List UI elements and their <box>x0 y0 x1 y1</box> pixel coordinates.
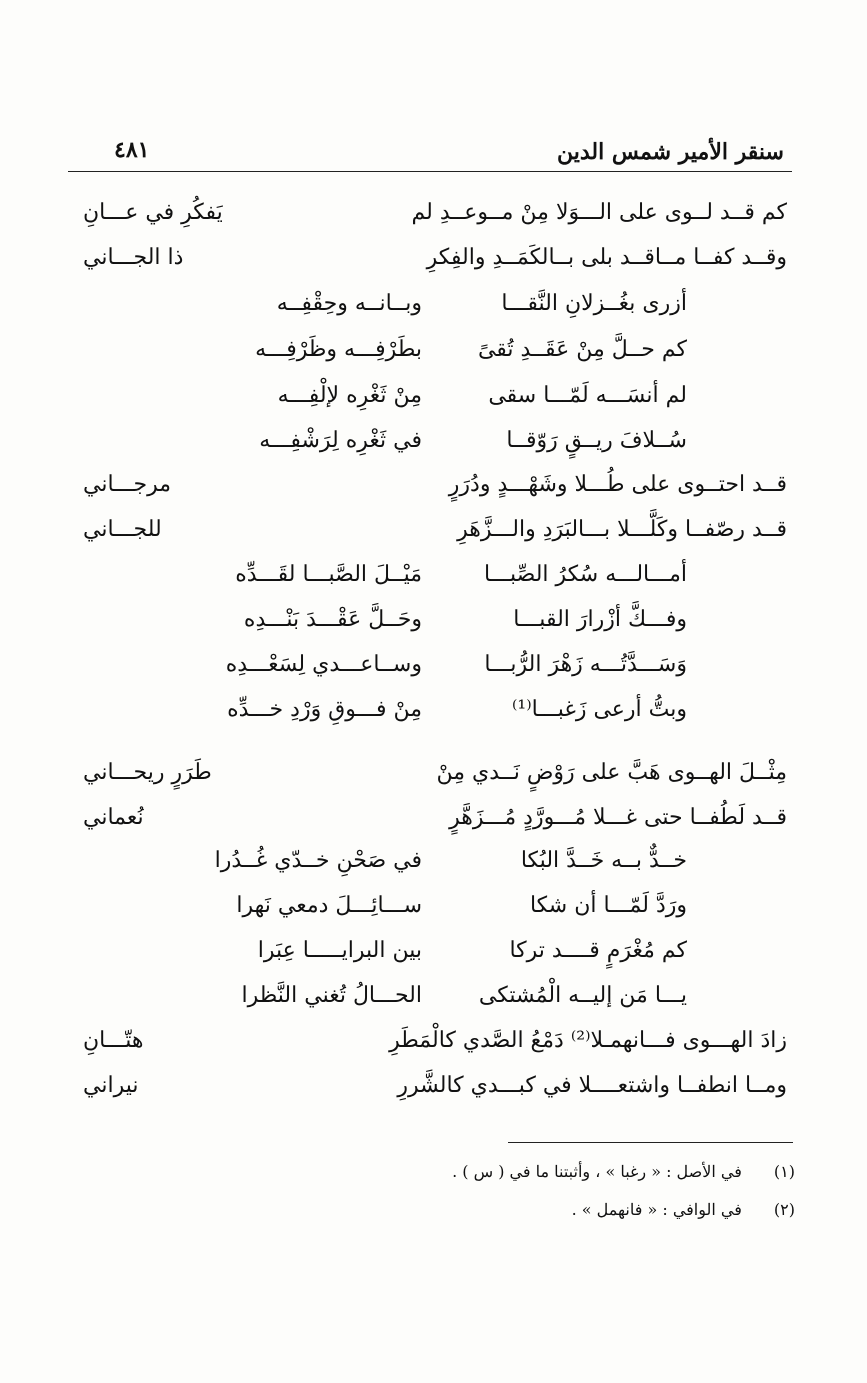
hemistich-first: لم أنسَـــه لَمّـــا سقى <box>488 383 687 408</box>
verse-line <box>83 1073 787 1098</box>
verse-line <box>215 848 687 873</box>
hemistich-second: مِنْ ثَغْرِه لإلْفِـــه <box>277 383 422 408</box>
verse-line <box>83 245 787 270</box>
hemistich-first: قــد لَطُفــا حتى غـــلا مُـــورَّدٍ مُـــزَهَّرٍ <box>449 805 787 830</box>
verse-line <box>278 383 687 408</box>
page-number: ٤٨١ <box>114 137 150 163</box>
verse-line <box>236 893 687 918</box>
hemistich-first: وفـــكَّ أزْرارَ القبـــا <box>513 607 687 632</box>
footnote-number: (٢) <box>773 1200 795 1219</box>
verse-line <box>227 697 687 722</box>
hemistich-second: مرجـــاني <box>83 472 172 497</box>
footnote-text: في الأصل : « رغبا » ، وأثبتنا ما في ( س ) . <box>452 1162 742 1181</box>
page-header <box>68 135 792 172</box>
hemistich-first: قــد رصّفــا وكَلَّـــلا بـــالبَرَدِ والـــزَّهَرِ <box>457 517 787 542</box>
hemistich-second: ذا الجـــاني <box>83 245 184 270</box>
hemistich-first: أمـــالـــه سُكرُ الصِّبـــا <box>483 562 687 587</box>
hemistich-first: وَسَـــدَّتُـــه زَهْرَ الرُّبـــا <box>484 652 687 677</box>
hemistich-first: مِثْــلَ الهــوى هَبَّ على رَوْضٍ نَــدي مِنْ <box>436 760 787 785</box>
hemistich-second: وســاعـــدي لِسَعْـــدِه <box>225 652 422 677</box>
hemistich-first: أزرى بغُــزلانِ النَّقـــا <box>501 291 687 316</box>
hemistich-first: زادَ الهـــوى فـــانهمـلا⁽²⁾ دَمْعُ الصَّدي كالْمَطَرِ <box>389 1028 787 1053</box>
hemistich-first: كم مُغْرَمٍ قــــد تركا <box>509 938 687 963</box>
footnote-number: (١) <box>773 1162 795 1181</box>
hemistich-first: ومــا انطفــا واشتعــــلا في كبـــدي كالشَّررِ <box>397 1073 787 1098</box>
hemistich-second: ســـائِـــلَ دمعي نَهرا <box>236 893 422 918</box>
hemistich-second: الحـــالُ تُغني النَّظرا <box>241 983 422 1008</box>
verse-line <box>244 607 687 632</box>
hemistich-first: قــد احتــوى على طُـــلا وشَهْـــدٍ ودُرَرٍ <box>448 472 787 497</box>
hemistich-first: وقــد كفــا مــاقــد بلى بــالكَمَــدِ والفِكرِ <box>426 245 787 270</box>
verse-line <box>255 337 687 362</box>
hemistich-first: يـــا مَن إليــه الْمُشتكى <box>478 983 687 1008</box>
verse-line <box>83 200 787 225</box>
verse-line <box>83 760 787 785</box>
verse-line <box>83 805 787 830</box>
hemistich-first: ورَدَّ لَمّـــا أن شكا <box>529 893 687 918</box>
hemistich-second: في صَحْنِ خــدّي غُــدُرا <box>214 848 422 873</box>
verse-line <box>277 291 687 316</box>
verse-line <box>242 983 688 1008</box>
verse-line <box>235 562 687 587</box>
verse-line <box>258 938 687 963</box>
verse-line <box>83 472 787 497</box>
hemistich-first: سُــلافَ ريــقٍ رَوّقــا <box>506 428 687 453</box>
footnote-2 <box>572 1200 795 1219</box>
hemistich-second: نُعماني <box>83 805 144 830</box>
verse-line <box>259 428 687 453</box>
verse-line <box>83 517 787 542</box>
hemistich-second: للجـــاني <box>83 517 162 542</box>
footnote-rule <box>508 1142 793 1143</box>
hemistich-second: نيراني <box>83 1073 139 1098</box>
hemistich-first: كم قــد لــوى على الـــوَلا مِنْ مــوعــدِ لم <box>411 200 787 225</box>
footnote-text: في الوافي : « فانهمل » . <box>571 1200 742 1219</box>
hemistich-second: طَرَرٍ ريحـــاني <box>83 760 212 785</box>
hemistich-first: كم حــلَّ مِنْ عَقَــدِ تُقىً <box>477 337 687 362</box>
hemistich-second: بين البرايـــــا عِبَرا <box>257 938 422 963</box>
hemistich-second: مَيْــلَ الصَّبـــا لقَـــدِّه <box>235 562 422 587</box>
hemistich-second: وبــانــه وحِقْفِــه <box>276 291 422 316</box>
verse-line <box>83 1028 787 1053</box>
hemistich-second: مِنْ فـــوقِ وَرْدِ خـــدِّه <box>227 697 422 722</box>
hemistich-second: يَفكُرِ في عـــانِ <box>83 200 223 225</box>
hemistich-second: وحَــلَّ عَقْـــدَ بَنْـــدِه <box>243 607 422 632</box>
hemistich-second: بطَرْفِـــه وظَرْفِـــه <box>255 337 422 362</box>
hemistich-first: وبتُّ أرعى زَغبـــا⁽¹⁾ <box>512 697 687 722</box>
hemistich-second: هتّـــانِ <box>83 1028 144 1053</box>
verse-line <box>226 652 687 677</box>
running-title: سنقر الأمير شمس الدين <box>557 139 784 165</box>
hemistich-first: خــدٌّ بــه خَــدَّ البُكا <box>520 848 687 873</box>
hemistich-second: في ثَغْرِه لِرَشْفِـــه <box>259 428 422 453</box>
footnote-1 <box>452 1162 795 1181</box>
